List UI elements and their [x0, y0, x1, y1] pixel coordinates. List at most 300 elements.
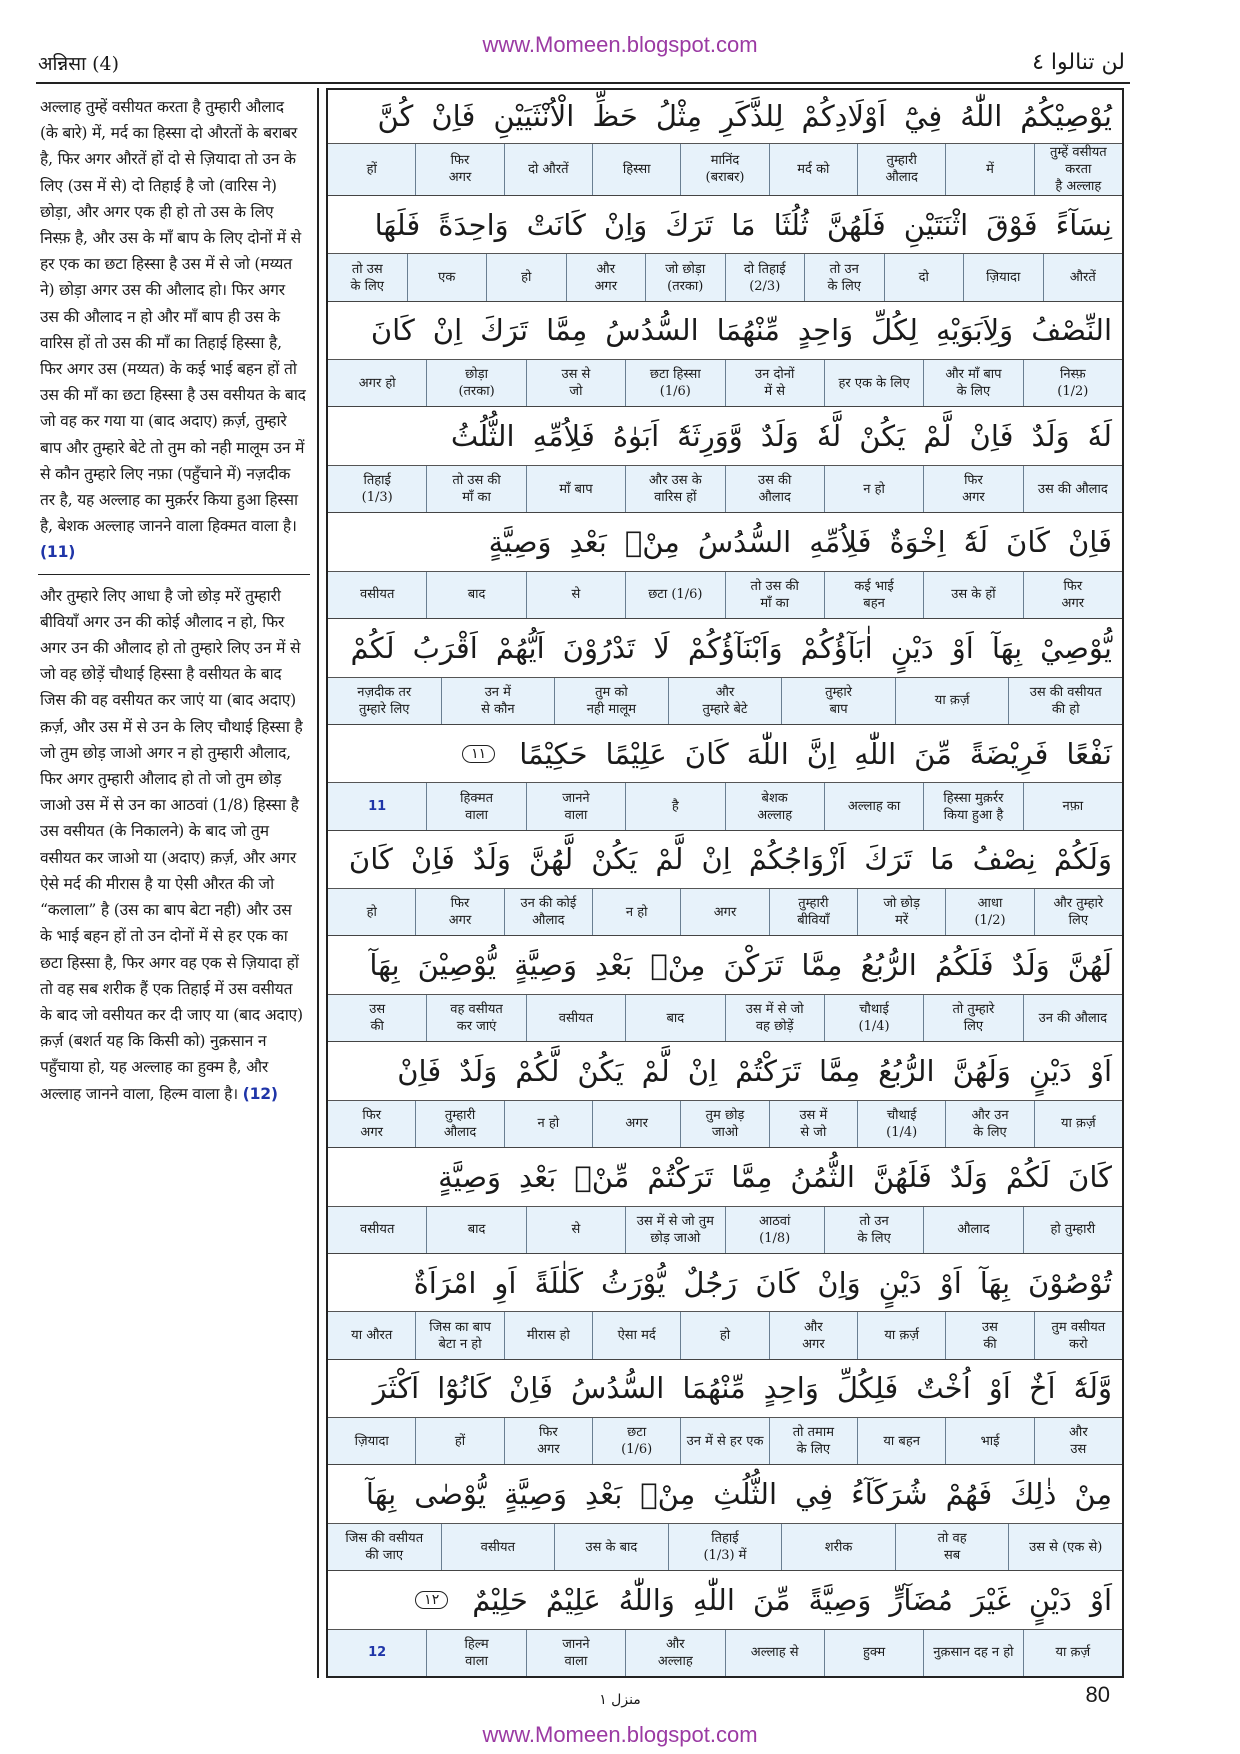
arabic-word: لِكُلِّ: [871, 313, 918, 348]
verse-block: [328, 1042, 1122, 1148]
meaning-cell: आठवां (1/8): [725, 1207, 824, 1253]
meaning-cell: जिस की वसीयत की जाए: [345, 1531, 424, 1564]
verse-number: (12): [242, 1084, 278, 1103]
meaning-cell: हिस्सा: [592, 144, 680, 195]
meaning-cell: फिर अगर: [1023, 572, 1122, 618]
meaning-cell: फिर अगर: [415, 144, 503, 195]
arabic-word: حَلِيْمٌ: [472, 1582, 528, 1617]
meaning-cell: उस की वसीयत की हो: [1008, 678, 1122, 724]
meaning-cell: और तुम्हारे बेटे: [668, 678, 782, 724]
hindi-meaning-row: [328, 1101, 1122, 1147]
meaning-cell: वह वसीयत कर जाएं: [426, 995, 525, 1041]
meaning-cell: 11: [368, 799, 387, 815]
arabic-word: لَكُمْ: [350, 630, 395, 665]
header-rule: [36, 82, 1130, 84]
arabic-word: مَا: [930, 842, 955, 877]
arabic-word: اَوْ: [951, 630, 974, 665]
arabic-word: وَلَدٌ: [760, 419, 799, 454]
meaning-cell: उन की औलाद: [1023, 995, 1122, 1041]
paragraph-text: अल्लाह तुम्हें वसीयत करता है तुम्हारी औलाद (के बारे) में, मर्द का हिस्सा दो औरतों के बराबर है, फिर अगर औरतें हों दो से ज़ियादा तो उन के लिए (उस में से) दो तिहाई है जो (वारिस ने) छोड़ा, और अगर एक ही हो तो उस के लिए निस्फ़ है, और उस के माँ बाप के लिए दोनों में से हर एक का छटा हिस्सा है उस में से जो (मय्यत ने) छोड़ा अगर उस की औलाद हो। फिर अगर उस की औलाद न हो और माँ बाप ही उस के वारिस हों तो उस की माँ का तिहाई हिस्सा है, फिर अगर उस (मय्यत) के कई भाई बहन हों तो उस की माँ का छटा हिस्सा है उस वसीयत के बाद जो वह कर गया या (बाद अदाए) क़र्ज़, तुम्हारे बाप और तुम्हारे बेटे तो तुम को नही मालूम उन में से कौन तुम्हारे लिए नफ़ा (पहुँचाने में) नज़दीक तर है, यह अल्लाह का मुक़र्रर किया हुआ हिस्सा है, बेशक अल्लाह जानने वाला हिक्मत वाला है।: [40, 98, 306, 536]
arabic-word: اَوْ: [1089, 1054, 1112, 1088]
meaning-cell: नुक़सान दह न हो: [923, 1630, 1022, 1676]
meaning-cell: औलाद: [923, 1207, 1022, 1253]
meaning-cell: उस के बाद: [554, 1524, 668, 1570]
meaning-cell: या क़र्ज़: [1034, 1101, 1122, 1147]
meaning-cell: उस में से जो तुम छोड़ जाओ: [625, 1207, 724, 1253]
meaning-cell: मर्द को: [769, 144, 857, 195]
arabic-word: دَيْنٍ: [1028, 1582, 1072, 1617]
column-divider: [317, 88, 319, 1678]
meaning-cell: कई भाई बहन: [824, 572, 923, 618]
arabic-word: السُّدُسُ: [570, 1371, 665, 1406]
translation-paragraph-11: [38, 90, 310, 570]
arabic-word: كُنَّ: [377, 99, 414, 134]
arabic-word: اللّٰهُ: [960, 99, 1003, 134]
arabic-word: تَرَكَ: [480, 313, 529, 348]
meaning-cell: नज़दीक तर तुम्हारे लिए: [357, 684, 412, 717]
meaning-cell: तुम्हें वसीयत करता है अल्लाह: [1034, 144, 1122, 195]
arabic-word: كَانُوْٓا: [437, 1371, 491, 1406]
arabic-word: مِنْۢ: [650, 948, 706, 983]
hindi-meaning-row: [328, 995, 1122, 1041]
verse-block: [328, 1465, 1122, 1571]
meaning-cell: तुम्हारी औलाद: [857, 144, 945, 195]
meaning-cell: छोड़ा (तरका): [426, 360, 525, 406]
arabic-word: وَاَبْنَآؤُكُمْ: [687, 630, 783, 665]
meaning-cell: तो वह सब: [895, 1524, 1009, 1570]
arabic-word: فَلَهَا: [374, 207, 421, 242]
meaning-cell: और अगर: [769, 1312, 857, 1358]
page-number: 80: [1085, 1682, 1110, 1707]
arabic-line: [328, 1254, 1122, 1313]
arabic-word: بِهَآ: [991, 630, 1023, 665]
arabic-word: فَاِنْ: [969, 419, 1014, 454]
arabic-word: لَّمْ: [641, 1054, 670, 1088]
meaning-cell: तो तमाम के लिए: [769, 1418, 857, 1464]
meaning-cell: उस में से जो: [769, 1101, 857, 1147]
meaning-cell: से: [526, 1207, 625, 1253]
meaning-cell: जो छोड़ मरें: [857, 889, 945, 935]
meaning-cell: बाद: [426, 1207, 525, 1253]
arabic-word: اَوْ: [939, 1265, 962, 1300]
arabic-word: مِمَّا: [546, 313, 588, 348]
meaning-cell: मीरास हो: [504, 1312, 592, 1358]
meaning-cell: भाई: [945, 1418, 1033, 1464]
arabic-line: [328, 1571, 1122, 1630]
meaning-cell: या क़र्ज़: [857, 1312, 945, 1358]
arabic-word: يُّوْصٰى: [414, 1477, 487, 1512]
arabic-word: فَهُمْ: [945, 1477, 993, 1512]
meaning-cell: बाद: [625, 995, 724, 1041]
arabic-word: بَعْدِ: [584, 1477, 623, 1512]
hindi-meaning-row: [328, 1312, 1122, 1358]
meaning-cell: और अल्लाह: [625, 1630, 724, 1676]
arabic-line: [328, 725, 1122, 784]
meaning-cell: तो उन के लिए: [804, 254, 884, 300]
arabic-word: لَّمْ: [655, 842, 684, 877]
meaning-cell: छटा (1/6): [592, 1418, 680, 1464]
arabic-word: فَوْقَ: [986, 207, 1038, 242]
ayah-number-marker: ١١: [462, 745, 495, 763]
arabic-word: كَانَتْ: [526, 207, 586, 242]
arabic-line: [328, 1360, 1122, 1419]
meaning-cell: जिस का बाप बेटा न हो: [415, 1312, 503, 1358]
arabic-word: نَفْعًا: [1066, 736, 1112, 771]
meaning-cell: उन में से कौन: [441, 678, 555, 724]
arabic-word: وَلَكُمْ: [1053, 842, 1112, 877]
hindi-meaning-row: [328, 889, 1122, 935]
arabic-word: مِنْۢ: [624, 525, 680, 560]
arabic-word: حَظِّ: [592, 99, 638, 134]
word-by-word-table: [326, 88, 1124, 1678]
arabic-line: [328, 936, 1122, 995]
arabic-word: مِنْ: [1074, 1477, 1112, 1512]
meaning-cell: ज़ियादा: [963, 254, 1043, 300]
arabic-word: اللّٰهِ: [854, 736, 897, 771]
arabic-word: لَا: [653, 630, 670, 665]
meaning-cell: में: [945, 144, 1033, 195]
meaning-cell: तो उन के लिए: [824, 1207, 923, 1253]
arabic-word: فَلِاُمِّهِ: [532, 419, 595, 454]
arabic-word: فِيْٓ: [904, 99, 943, 134]
verse-block: [328, 831, 1122, 937]
hindi-meaning-row: [328, 1207, 1122, 1253]
meaning-cell: है: [625, 783, 724, 829]
meaning-cell: हो तुम्हारी: [1023, 1207, 1122, 1253]
arabic-word: النِّصْفُ: [1031, 313, 1112, 348]
arabic-word: وَاحِدٍ: [797, 313, 854, 348]
meaning-cell: या औरत: [351, 1328, 393, 1343]
hindi-meaning-row: [328, 254, 1122, 300]
arabic-word: اَقْرَبُ: [412, 630, 478, 665]
arabic-word: اِنَّ: [806, 736, 837, 771]
arabic-word: وَصِيَّةٍ: [488, 525, 552, 560]
arabic-word: لَّهُنَّ: [528, 842, 574, 877]
arabic-word: ذٰلِكَ: [1010, 1477, 1057, 1512]
arabic-word: الرُّبُعُ: [860, 948, 917, 983]
arabic-word: حَكِيْمًا: [519, 736, 588, 771]
arabic-word: كَانَ: [1006, 525, 1050, 560]
arabic-word: فَلَهُنَّ: [872, 1159, 932, 1194]
meaning-cell: दो औरतें: [504, 144, 592, 195]
meaning-cell: हिस्सा मुक़र्रर किया हुआ है: [923, 783, 1022, 829]
arabic-word: يُّوْصِيْنَ: [417, 948, 497, 983]
verse-block: [328, 407, 1122, 513]
arabic-word: فِي: [795, 1477, 834, 1512]
meaning-cell: या क़र्ज़: [895, 678, 1009, 724]
meaning-cell: तुम छोड़ जाओ: [680, 1101, 768, 1147]
arabic-line: [328, 1042, 1122, 1101]
meaning-cell: न हो: [592, 889, 680, 935]
arabic-word: فَلَهُنَّ: [826, 207, 886, 242]
meaning-cell: ऐसा मर्द: [592, 1312, 680, 1358]
arabic-word: لَهٗ: [1087, 419, 1112, 454]
meaning-cell: न हो: [504, 1101, 592, 1147]
meaning-cell: माँ बाप: [526, 466, 625, 512]
arabic-word: رَجُلٌ: [683, 1265, 738, 1300]
hindi-meaning-row: [328, 360, 1122, 406]
arabic-word: دَيْنٍ: [878, 1265, 922, 1300]
arabic-word: تَدْرُوْنَ: [562, 630, 636, 665]
arabic-word: وَلَدٌ: [472, 842, 511, 877]
meaning-cell: हो: [366, 904, 377, 920]
arabic-word: مِثْلُ: [655, 99, 703, 134]
meaning-cell: जानने वाला: [526, 1630, 625, 1676]
arabic-line: [328, 196, 1122, 255]
arabic-word: غَيْرَ: [970, 1582, 1011, 1617]
hindi-meaning-row: [328, 572, 1122, 618]
arabic-word: فَاِنْ: [508, 1371, 553, 1406]
meaning-cell: फिर अगर: [504, 1418, 592, 1464]
meaning-cell: बेशक अल्लाह: [725, 783, 824, 829]
meaning-cell: तो उस की माँ का: [725, 572, 824, 618]
arabic-word: يُوْصِيْكُمُ: [1020, 99, 1112, 134]
verse-block: [328, 1254, 1122, 1360]
arabic-word: مِمَّا: [801, 948, 843, 983]
arabic-word: وَلَدٌ: [1011, 948, 1050, 983]
meaning-cell: और उस के वारिस हों: [625, 466, 724, 512]
meaning-cell: हो: [486, 254, 566, 300]
meaning-cell: वसीयत: [360, 587, 395, 603]
meaning-cell: से: [526, 572, 625, 618]
meaning-cell: अगर हो: [358, 375, 396, 391]
meaning-cell: आधा (1/2): [945, 889, 1033, 935]
arabic-word: اَزْوَاجُكُمْ: [748, 842, 847, 877]
meaning-cell: या बहन: [857, 1418, 945, 1464]
arabic-word: مُضَآرٍّ: [889, 1582, 953, 1617]
arabic-word: وَّوَرِثَهٗٓ: [677, 419, 743, 454]
meaning-cell: न हो: [824, 466, 923, 512]
arabic-word: كَانَ: [370, 313, 415, 348]
arabic-word: مِنْۢ: [640, 1477, 696, 1512]
meaning-cell: उस की: [945, 1312, 1033, 1358]
arabic-word: مِّنْهُمَا: [716, 313, 780, 348]
arabic-word: وَاحِدَةً: [438, 207, 509, 242]
meaning-cell: तो उस की माँ का: [426, 466, 525, 512]
meaning-cell: फिर अगर: [360, 1107, 383, 1140]
arabic-word: الْاُنْثَيَيْنِ: [493, 99, 575, 134]
arabic-word: وَصِيَّةً: [808, 1582, 872, 1617]
arabic-word: يُّوْصِيْ: [1040, 630, 1112, 665]
meaning-cell: बाद: [426, 572, 525, 618]
meaning-cell: उस के हों: [923, 572, 1022, 618]
arabic-word: كَانَ: [684, 736, 729, 771]
arabic-word: اَوْلَادِكُمْ: [801, 99, 887, 134]
arabic-word: مِّنْهُمَا: [682, 1371, 746, 1406]
arabic-line: [328, 831, 1122, 890]
divider: [38, 574, 310, 575]
arabic-word: فَلِاُمِّهِ: [809, 525, 872, 560]
meaning-cell: तो उस के लिए: [350, 261, 384, 294]
verse-block: [328, 1571, 1122, 1676]
arabic-word: الثُّلُثُ: [450, 419, 515, 454]
arabic-word: وَصِيَّةٍ: [438, 1159, 502, 1194]
meaning-cell: फिर अगर: [923, 466, 1022, 512]
meaning-cell: और अगर: [566, 254, 646, 300]
arabic-word: كَانَ: [348, 842, 393, 877]
meaning-cell: तिहाई (1/3): [361, 473, 393, 506]
arabic-word: فَاِنْ: [397, 1054, 442, 1088]
hindi-meaning-row: [328, 1418, 1122, 1464]
arabic-word: دَيْنٍ: [1028, 1054, 1072, 1088]
paragraph-text: और तुम्हारे लिए आधा है जो छोड़ मरें तुम्हारी बीवियाँ अगर उन की कोई औलाद न हो, फिर अगर उन की औलाद हो तो तुम्हारे लिए उन में से जो वह छोड़ें चौथाई हिस्सा है वसीयत के बाद जिस की वह वसीयत कर जाएं या (बाद अदाए) क़र्ज़, और उस में से उन के लिए चौथाई हिस्सा है जो तुम छोड़ जाओ अगर न हो तुम्हारी औलाद, फिर अगर तुम्हारी औलाद हो तो जो तुम छोड़ जाओ उस में से उन का आठवां (1/8) हिस्सा है उस वसीयत (के निकालने) के बाद जो तुम वसीयत कर जाओ या (अदाए) क़र्ज़, और अगर ऐसे मर्द की मीरास है या ऐसी औरत की जो “कलाला” है (उस का बाप बेटा नही) और उस के भाई बहन हों तो उन दोनों में से हर एक का छटा हिस्सा है, फिर अगर वह एक से ज़ियादा हों तो वह सब शरीक हैं एक तिहाई में उस वसीयत के बाद जो वसीयत कर दी जाए या (बाद अदाए) क़र्ज़ (बशर्त यह कि किसी को) नुक़सान न पहुँचाया हो, यह अल्लाह का हुक्म है, और अल्लाह जानने वाला, हिल्म वाला है।: [40, 586, 303, 1103]
translation-column: [38, 90, 310, 1678]
verse-block: [328, 1360, 1122, 1466]
arabic-line: [328, 90, 1122, 144]
meaning-cell: और उस: [1034, 1418, 1122, 1464]
arabic-word: فَاِنْ: [410, 842, 455, 877]
arabic-word: لَّكُمْ: [515, 1054, 560, 1088]
arabic-line: [328, 1465, 1122, 1524]
meaning-cell: दो तिहाई (2/3): [725, 254, 805, 300]
arabic-word: السُّدُسُ: [697, 525, 792, 560]
verse-block: [328, 90, 1122, 196]
meaning-cell: हर एक के लिए: [824, 360, 923, 406]
arabic-word: بِهَآ: [369, 948, 400, 983]
arabic-word: يَكُنْ: [591, 842, 638, 877]
meaning-cell: जानने वाला: [526, 783, 625, 829]
arabic-word: مِمَّا: [731, 1159, 773, 1194]
arabic-word: فَاِنْ: [431, 99, 476, 134]
arabic-line: [328, 1148, 1122, 1207]
arabic-word: تَرَكَ: [665, 207, 714, 242]
arabic-word: تَرَكْنَ: [723, 948, 784, 983]
meaning-cell: उस में से जो वह छोड़ें: [725, 995, 824, 1041]
meaning-cell: उन में से हर एक: [680, 1418, 768, 1464]
hindi-meaning-row: [328, 783, 1122, 829]
arabic-word: وَاِنْ: [817, 1265, 861, 1300]
manzil-marker: منزل ١: [599, 1692, 641, 1708]
meaning-cell: हिल्म वाला: [426, 1630, 525, 1676]
meaning-cell: और माँ बाप के लिए: [923, 360, 1022, 406]
arabic-word: كَانَ: [1068, 1159, 1112, 1194]
arabic-line: [328, 302, 1122, 361]
arabic-word: بِهَآ: [365, 1477, 397, 1512]
arabic-word: شُرَكَآءُ: [851, 1477, 928, 1512]
arabic-word: اَوْ: [988, 1371, 1011, 1406]
arabic-word: مِمَّا: [819, 1054, 861, 1088]
hindi-meaning-row: [328, 1630, 1122, 1676]
meaning-cell: हुक्म: [824, 1630, 923, 1676]
meaning-cell: और तुम्हारे लिए: [1034, 889, 1122, 935]
meaning-cell: उस की औलाद: [725, 466, 824, 512]
meaning-cell: उस की औलाद: [1023, 466, 1122, 512]
arabic-word: عَلِيْمٌ: [545, 1582, 601, 1617]
arabic-word: نِسَآءً: [1055, 207, 1112, 242]
meaning-cell: उस से जो: [526, 360, 625, 406]
meaning-cell: निस्फ़ (1/2): [1023, 360, 1122, 406]
meaning-cell: चौथाई (1/4): [857, 1101, 945, 1147]
arabic-word: وَلِاَبَوَيْهِ: [935, 313, 1014, 348]
hindi-meaning-row: [328, 678, 1122, 724]
arabic-word: وَصِيَّةٍ: [504, 1477, 567, 1512]
arabic-word: اَبَوٰهُ: [612, 419, 660, 454]
verse-block: [328, 619, 1122, 725]
arabic-word: امْرَاَةٌ: [413, 1265, 477, 1300]
juz-title: لن تنالوا ٤: [1032, 50, 1125, 75]
arabic-word: تَرَكَ: [864, 842, 913, 877]
arabic-word: اِنْ: [432, 313, 463, 348]
arabic-word: اللّٰهِ: [692, 1582, 735, 1617]
arabic-word: لَّهٗ: [816, 419, 842, 454]
meaning-cell: अगर: [592, 1101, 680, 1147]
arabic-word: لَّمْ: [923, 419, 952, 454]
arabic-word: اَيُّهُمْ: [495, 630, 545, 665]
meaning-cell: तुम्हारे बाप: [781, 678, 895, 724]
arabic-word: وَصِيَّةٍ: [514, 948, 578, 983]
hindi-meaning-row: [328, 466, 1122, 512]
ayah-number-marker: ١٢: [415, 1591, 448, 1609]
meaning-cell: उस से (एक से): [1008, 1524, 1122, 1570]
meaning-cell: फिर अगर: [415, 889, 503, 935]
arabic-word: وَاحِدٍ: [763, 1371, 819, 1406]
hindi-meaning-row: [328, 144, 1122, 195]
arabic-word: اَوِ: [494, 1265, 517, 1300]
meaning-cell: छटा (1/6): [625, 572, 724, 618]
arabic-word: لَهُنَّ: [1067, 948, 1112, 983]
arabic-word: عَلِيْمًا: [605, 736, 667, 771]
arabic-word: اِخْوَةٌ: [889, 525, 946, 560]
arabic-word: بَعْدِ: [569, 525, 607, 560]
arabic-word: اَوْ: [1089, 1582, 1112, 1617]
arabic-word: اثْنَتَيْنِ: [903, 207, 969, 242]
arabic-word: وَلَدٌ: [1031, 419, 1070, 454]
meaning-cell: 12: [368, 1645, 387, 1661]
meaning-cell: तिहाई (1/3) में: [668, 1524, 782, 1570]
arabic-word: ثُلُثَا: [773, 207, 809, 242]
meaning-cell: छटा हिस्सा (1/6): [625, 360, 724, 406]
meaning-cell: हों: [415, 1418, 503, 1464]
arabic-line: [328, 619, 1122, 678]
hindi-meaning-row: [328, 1524, 1122, 1570]
arabic-word: فَلِكُلِّ: [836, 1371, 899, 1406]
arabic-word: وَلَهُنَّ: [952, 1054, 1011, 1088]
arabic-word: اَكْثَرَ: [372, 1371, 420, 1406]
meaning-cell: उन दोनों में से: [725, 360, 824, 406]
arabic-word: يَكُنْ: [577, 1054, 624, 1088]
meaning-cell: चौथाई (1/4): [824, 995, 923, 1041]
meaning-cell: हो: [680, 1312, 768, 1358]
arabic-word: اَخٌ: [1028, 1371, 1056, 1406]
meaning-cell: उन की कोई औलाद: [504, 889, 592, 935]
translation-paragraph-12: [38, 579, 310, 1111]
arabic-word: كَانَ: [755, 1265, 800, 1300]
meaning-cell: तुम्हारी औलाद: [415, 1101, 503, 1147]
verse-block: [328, 513, 1122, 619]
meaning-cell: तुम को नही मालूम: [554, 678, 668, 724]
meaning-cell: अल्लाह से: [725, 1630, 824, 1676]
verse-block: [328, 936, 1122, 1042]
meaning-cell: वसीयत: [441, 1524, 555, 1570]
arabic-word: اِنْ: [701, 842, 731, 877]
arabic-word: فَرِيْضَةً: [969, 736, 1049, 771]
arabic-word: لَكُمْ: [1005, 1159, 1051, 1194]
watermark-top: www.Momeen.blogspot.com: [482, 32, 758, 57]
meaning-cell: हिक्मत वाला: [426, 783, 525, 829]
arabic-word: مِّنَ: [914, 736, 952, 771]
meaning-cell: या क़र्ज़: [1023, 1630, 1122, 1676]
meaning-cell: और उन के लिए: [945, 1101, 1033, 1147]
verse-number: (11): [40, 543, 76, 562]
arabic-word: دَيْنٍ: [890, 630, 934, 665]
meaning-cell: वसीयत: [360, 1222, 395, 1238]
meaning-cell: तुम वसीयत करो: [1034, 1312, 1122, 1358]
meaning-cell: उस की: [369, 1002, 386, 1035]
arabic-word: وَاِنْ: [603, 207, 648, 242]
arabic-word: فَاِنْ: [1068, 525, 1112, 560]
arabic-word: تُوْصُوْنَ: [1028, 1265, 1112, 1300]
arabic-line: [328, 407, 1122, 466]
